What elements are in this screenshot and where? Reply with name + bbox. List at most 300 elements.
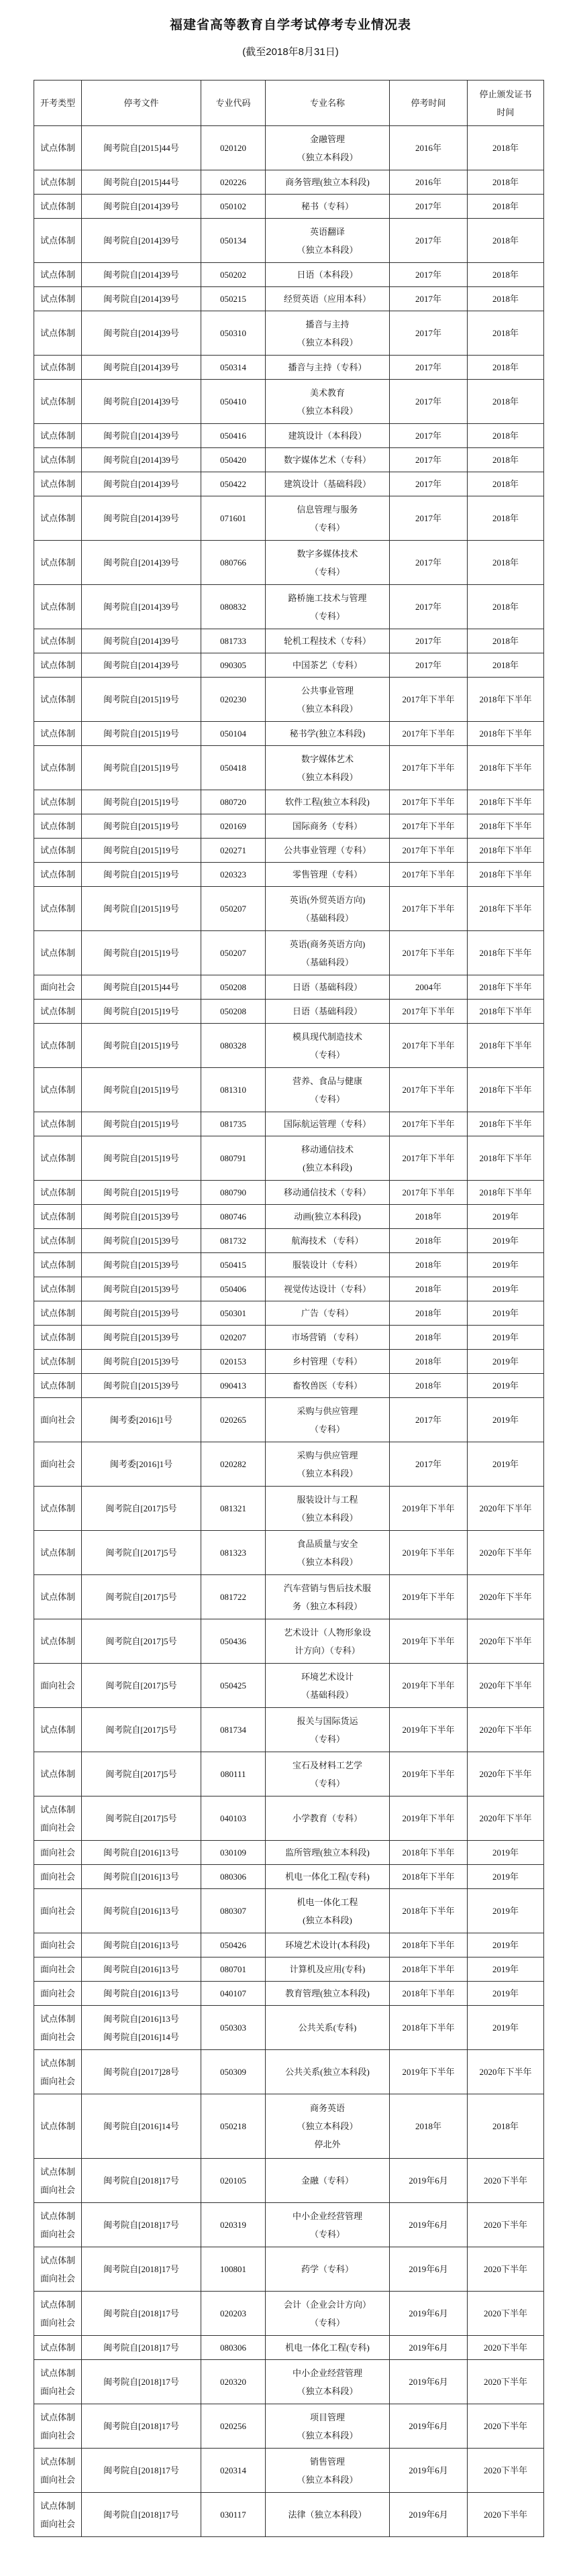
table-row [34, 170, 544, 195]
doc-cell: 闽考院自[2015]39号 [82, 1253, 201, 1277]
doc-cell: 闽考院自[2015]19号 [82, 722, 201, 746]
type-cell: 试点体制 [34, 1277, 82, 1301]
name-cell: 视觉传达设计（专科） [266, 1277, 390, 1301]
code-cell: 050207 [201, 887, 266, 931]
type-cell: 试点体制 [34, 472, 82, 496]
code-cell: 050406 [201, 1277, 266, 1301]
doc-cell: 闽考院自[2014]39号 [82, 195, 201, 219]
code-cell: 081321 [201, 1487, 266, 1531]
name-cell: 播音与主持（专科） [266, 356, 390, 380]
table-row [34, 1000, 544, 1024]
table-row [34, 814, 544, 839]
name-cell: 数字媒体艺术 （独立本科段） [266, 746, 390, 790]
stop-time-cell: 2017年下半年 [390, 678, 468, 722]
cert-time-cell: 2019年 [468, 1933, 544, 1957]
name-cell: 金融（专科） [266, 2159, 390, 2203]
type-cell: 试点体制 [34, 1181, 82, 1205]
type-cell: 试点体制 [34, 931, 82, 975]
code-cell: 081310 [201, 1068, 266, 1112]
cert-time-cell: 2018年 [468, 541, 544, 585]
doc-cell: 闽考院自[2015]19号 [82, 863, 201, 887]
stop-time-cell: 2016年 [390, 170, 468, 195]
cert-time-cell: 2018年 [468, 195, 544, 219]
code-cell: 080790 [201, 1181, 266, 1205]
code-cell: 050301 [201, 1301, 266, 1326]
doc-cell: 闽考院自[2015]19号 [82, 1181, 201, 1205]
type-cell: 试点体制 面向社会 [34, 2247, 82, 2292]
name-cell: 路桥施工技术与管理 （专科） [266, 585, 390, 629]
type-cell: 试点体制 [34, 1112, 82, 1136]
stop-time-cell: 2019年6月 [390, 2203, 468, 2247]
cert-time-cell: 2018年下半年 [468, 678, 544, 722]
table-row [34, 2203, 544, 2247]
name-cell: 机电一体化工程(专科) [266, 1865, 390, 1889]
name-cell: 中国茶艺（专科） [266, 653, 390, 678]
cert-time-cell: 2018年下半年 [468, 722, 544, 746]
stop-time-cell: 2017年 [390, 541, 468, 585]
type-cell: 试点体制 [34, 814, 82, 839]
type-cell: 面向社会 [34, 975, 82, 1000]
doc-cell: 闽考院自[2015]19号 [82, 790, 201, 814]
type-cell: 试点体制 [34, 1253, 82, 1277]
type-cell: 试点体制 面向社会 [34, 2360, 82, 2404]
stop-time-cell: 2017年 [390, 653, 468, 678]
code-cell: 020282 [201, 1442, 266, 1487]
table-row [34, 2006, 544, 2050]
type-cell: 面向社会 [34, 1957, 82, 1982]
table-row [34, 356, 544, 380]
table-row [34, 2404, 544, 2449]
stop-time-cell: 2017年 [390, 424, 468, 448]
cert-time-cell: 2018年 [468, 448, 544, 472]
stop-time-cell: 2017年 [390, 311, 468, 356]
type-cell: 试点体制 [34, 653, 82, 678]
type-cell: 试点体制 面向社会 [34, 2493, 82, 2537]
table-row [34, 2336, 544, 2360]
doc-cell: 闽考院自[2015]39号 [82, 1277, 201, 1301]
cert-time-cell: 2019年 [468, 1841, 544, 1865]
type-cell: 试点体制 [34, 1024, 82, 1068]
table-row [34, 2360, 544, 2404]
type-cell: 试点体制 [34, 2094, 82, 2159]
code-cell: 080832 [201, 585, 266, 629]
doc-cell: 闽考院自[2014]39号 [82, 219, 201, 263]
stop-time-cell: 2018年下半年 [390, 1865, 468, 1889]
cert-time-cell: 2018年下半年 [468, 863, 544, 887]
table-row [34, 448, 544, 472]
name-cell: 乡村管理（专科） [266, 1350, 390, 1374]
type-cell: 试点体制 [34, 839, 82, 863]
header-cell: 停考文件 [82, 80, 201, 126]
cert-time-cell: 2018年 [468, 287, 544, 311]
type-cell: 试点体制 [34, 1374, 82, 1398]
code-cell: 020120 [201, 126, 266, 170]
name-cell: 公共关系(独立本科段) [266, 2050, 390, 2094]
type-cell: 试点体制 [34, 1575, 82, 1619]
doc-cell: 闽考院自[2018]17号 [82, 2493, 201, 2537]
code-cell: 081735 [201, 1112, 266, 1136]
code-cell: 080766 [201, 541, 266, 585]
code-cell: 050202 [201, 263, 266, 287]
cert-time-cell: 2018年 [468, 585, 544, 629]
table-row [34, 585, 544, 629]
doc-cell: 闽考院自[2014]39号 [82, 380, 201, 424]
type-cell: 面向社会 [34, 1982, 82, 2006]
doc-cell: 闽考院自[2014]39号 [82, 653, 201, 678]
code-cell: 081722 [201, 1575, 266, 1619]
doc-cell: 闽考委[2016]1号 [82, 1398, 201, 1442]
doc-cell: 闽考院自[2017]5号 [82, 1487, 201, 1531]
stop-time-cell: 2017年 [390, 1398, 468, 1442]
code-cell: 050208 [201, 975, 266, 1000]
header-row [34, 80, 544, 126]
stop-time-cell: 2018年下半年 [390, 1933, 468, 1957]
stop-time-cell: 2018年 [390, 1374, 468, 1398]
type-cell: 试点体制 [34, 170, 82, 195]
code-cell: 020203 [201, 2292, 266, 2336]
name-cell: 商务英语 （独立本科段） 停北外 [266, 2094, 390, 2159]
doc-cell: 闽考院自[2018]17号 [82, 2292, 201, 2336]
name-cell: 金融管理 （独立本科段） [266, 126, 390, 170]
stop-time-cell: 2018年下半年 [390, 1982, 468, 2006]
table-row [34, 1374, 544, 1398]
table-row [34, 1301, 544, 1326]
doc-cell: 闽考院自[2018]17号 [82, 2360, 201, 2404]
doc-cell: 闽考院自[2015]39号 [82, 1326, 201, 1350]
code-cell: 090305 [201, 653, 266, 678]
table-row [34, 1068, 544, 1112]
doc-cell: 闽考院自[2014]39号 [82, 263, 201, 287]
table-row [34, 790, 544, 814]
type-cell: 试点体制 [34, 219, 82, 263]
code-cell: 020314 [201, 2449, 266, 2493]
code-cell: 071601 [201, 496, 266, 541]
cert-time-cell: 2019年 [468, 1350, 544, 1374]
name-cell: 商务管理(独立本科段) [266, 170, 390, 195]
stop-time-cell: 2004年 [390, 975, 468, 1000]
table-row [34, 746, 544, 790]
type-cell: 试点体制 [34, 629, 82, 653]
table-row [34, 1957, 544, 1982]
type-cell: 面向社会 [34, 1664, 82, 1708]
doc-cell: 闽考院自[2017]28号 [82, 2050, 201, 2094]
doc-cell: 闽考院自[2018]17号 [82, 2159, 201, 2203]
type-cell: 试点体制 [34, 1350, 82, 1374]
name-cell: 会计（企业会计方向） （专科） [266, 2292, 390, 2336]
cert-time-cell: 2019年 [468, 1982, 544, 2006]
table-row [34, 1253, 544, 1277]
name-cell: 监所管理(独立本科段) [266, 1841, 390, 1865]
doc-cell: 闽考院自[2014]39号 [82, 356, 201, 380]
code-cell: 050310 [201, 311, 266, 356]
type-cell: 试点体制 [34, 1487, 82, 1531]
table-row [34, 311, 544, 356]
stop-time-cell: 2018年 [390, 1253, 468, 1277]
cert-time-cell: 2018年下半年 [468, 746, 544, 790]
header-cell: 停考时间 [390, 80, 468, 126]
type-cell: 试点体制 面向社会 [34, 2006, 82, 2050]
code-cell: 050436 [201, 1619, 266, 1664]
code-cell: 020323 [201, 863, 266, 887]
cert-time-cell: 2019年 [468, 1253, 544, 1277]
type-cell: 面向社会 [34, 1398, 82, 1442]
type-cell: 试点体制 [34, 126, 82, 170]
table-row [34, 975, 544, 1000]
doc-cell: 闽考院自[2015]39号 [82, 1301, 201, 1326]
name-cell: 国际商务（专科） [266, 814, 390, 839]
name-cell: 数字多媒体技术 （专科） [266, 541, 390, 585]
table-row [34, 2247, 544, 2292]
cert-time-cell: 2020下半年 [468, 2404, 544, 2449]
cert-time-cell: 2020年下半年 [468, 1487, 544, 1531]
cert-time-cell: 2018年下半年 [468, 931, 544, 975]
code-cell: 050420 [201, 448, 266, 472]
stop-time-cell: 2017年 [390, 356, 468, 380]
stop-time-cell: 2017年 [390, 629, 468, 653]
doc-cell: 闽考院自[2015]19号 [82, 678, 201, 722]
name-cell: 服装设计与工程 （独立本科段） [266, 1487, 390, 1531]
code-cell: 050207 [201, 931, 266, 975]
name-cell: 教育管理(独立本科段) [266, 1982, 390, 2006]
doc-cell: 闽考院自[2014]39号 [82, 585, 201, 629]
table-row [34, 1531, 544, 1575]
name-cell: 零售管理（专科） [266, 863, 390, 887]
name-cell: 信息管理与服务 （专科） [266, 496, 390, 541]
code-cell: 050410 [201, 380, 266, 424]
name-cell: 秘书学(独立本科段) [266, 722, 390, 746]
code-cell: 080328 [201, 1024, 266, 1068]
cert-time-cell: 2018年 [468, 219, 544, 263]
stop-time-cell: 2018年 [390, 1350, 468, 1374]
table-row [34, 380, 544, 424]
cert-time-cell: 2020下半年 [468, 2247, 544, 2292]
name-cell: 日语（基础科段） [266, 1000, 390, 1024]
name-cell: 销售管理 （独立本科段） [266, 2449, 390, 2493]
stop-time-cell: 2019年6月 [390, 2159, 468, 2203]
type-cell: 试点体制 [34, 1000, 82, 1024]
stop-time-cell: 2018年 [390, 1205, 468, 1229]
name-cell: 英语翻译 （独立本科段） [266, 219, 390, 263]
stop-time-cell: 2018年 [390, 2094, 468, 2159]
code-cell: 050309 [201, 2050, 266, 2094]
cert-time-cell: 2018年 [468, 311, 544, 356]
name-cell: 服装设计（专科） [266, 1253, 390, 1277]
code-cell: 050415 [201, 1253, 266, 1277]
stop-time-cell: 2019年下半年 [390, 1664, 468, 1708]
stop-time-cell: 2017年下半年 [390, 1181, 468, 1205]
cert-time-cell: 2019年 [468, 1229, 544, 1253]
type-cell: 试点体制 [34, 1205, 82, 1229]
table-row [34, 1865, 544, 1889]
stop-time-cell: 2018年下半年 [390, 2006, 468, 2050]
cert-time-cell: 2018年 [468, 380, 544, 424]
name-cell: 机电一体化工程(专科) [266, 2336, 390, 2360]
table-row [34, 2159, 544, 2203]
doc-cell: 闽考院自[2016]13号 闽考院自[2016]14号 [82, 2006, 201, 2050]
code-cell: 050208 [201, 1000, 266, 1024]
stop-time-cell: 2017年下半年 [390, 1024, 468, 1068]
stop-time-cell: 2017年 [390, 496, 468, 541]
stop-time-cell: 2019年下半年 [390, 1752, 468, 1796]
table-row [34, 1619, 544, 1664]
doc-cell: 闽考院自[2017]5号 [82, 1531, 201, 1575]
name-cell: 环境艺术设计 （基础科段） [266, 1664, 390, 1708]
name-cell: 计算机及应用(专科) [266, 1957, 390, 1982]
table-row [34, 1708, 544, 1752]
table-row [34, 472, 544, 496]
table-row [34, 1181, 544, 1205]
stop-time-cell: 2016年 [390, 126, 468, 170]
stop-time-cell: 2017年下半年 [390, 722, 468, 746]
doc-cell: 闽考院自[2014]39号 [82, 424, 201, 448]
code-cell: 020105 [201, 2159, 266, 2203]
table-row [34, 1326, 544, 1350]
cert-time-cell: 2019年 [468, 1442, 544, 1487]
name-cell: 机电一体化工程 (独立本科段) [266, 1889, 390, 1933]
type-cell: 试点体制 [34, 746, 82, 790]
table-row [34, 863, 544, 887]
table-row [34, 1982, 544, 2006]
cert-time-cell: 2020年下半年 [468, 1708, 544, 1752]
table-row [34, 2050, 544, 2094]
name-cell: 动画(独立本科段) [266, 1205, 390, 1229]
cert-time-cell: 2018年 [468, 356, 544, 380]
code-cell: 040107 [201, 1982, 266, 2006]
doc-cell: 闽考院自[2016]13号 [82, 1841, 201, 1865]
code-cell: 020207 [201, 1326, 266, 1350]
cert-time-cell: 2018年下半年 [468, 1112, 544, 1136]
doc-cell: 闽考院自[2015]19号 [82, 1000, 201, 1024]
stop-time-cell: 2017年下半年 [390, 1112, 468, 1136]
name-cell: 汽车营销与售后技术服 务（独立本科段） [266, 1575, 390, 1619]
cert-time-cell: 2020下半年 [468, 2292, 544, 2336]
cert-time-cell: 2018年 [468, 170, 544, 195]
name-cell: 移动通信技术（专科） [266, 1181, 390, 1205]
stop-time-cell: 2019年6月 [390, 2360, 468, 2404]
cert-time-cell: 2020年下半年 [468, 1575, 544, 1619]
name-cell: 公共事业管理 （独立本科段） [266, 678, 390, 722]
code-cell: 080306 [201, 1865, 266, 1889]
cert-time-cell: 2018年 [468, 653, 544, 678]
stop-time-cell: 2019年6月 [390, 2336, 468, 2360]
name-cell: 日语（基础科段） [266, 975, 390, 1000]
table-row [34, 195, 544, 219]
doc-cell: 闽考院自[2015]44号 [82, 975, 201, 1000]
code-cell: 100801 [201, 2247, 266, 2292]
type-cell: 试点体制 面向社会 [34, 2449, 82, 2493]
name-cell: 数字媒体艺术（专科） [266, 448, 390, 472]
doc-cell: 闽考院自[2017]5号 [82, 1575, 201, 1619]
cert-time-cell: 2018年 [468, 424, 544, 448]
name-cell: 法律（独立本科段） [266, 2493, 390, 2537]
cert-time-cell: 2019年 [468, 1398, 544, 1442]
doc-cell: 闽考院自[2015]44号 [82, 170, 201, 195]
doc-cell: 闽考院自[2016]13号 [82, 1889, 201, 1933]
name-cell: 畜牧兽医（专科） [266, 1374, 390, 1398]
table-row [34, 1350, 544, 1374]
doc-cell: 闽考院自[2015]19号 [82, 839, 201, 863]
stop-time-cell: 2017年下半年 [390, 839, 468, 863]
doc-cell: 闽考院自[2015]19号 [82, 814, 201, 839]
doc-cell: 闽考院自[2017]5号 [82, 1796, 201, 1841]
stop-time-cell: 2018年 [390, 1229, 468, 1253]
doc-cell: 闽考院自[2015]39号 [82, 1350, 201, 1374]
stop-time-cell: 2019年下半年 [390, 2050, 468, 2094]
type-cell: 试点体制 [34, 1136, 82, 1181]
cert-time-cell: 2020年下半年 [468, 1796, 544, 1841]
table-row [34, 1575, 544, 1619]
stop-time-cell: 2019年下半年 [390, 1619, 468, 1664]
doc-cell: 闽考院自[2015]39号 [82, 1205, 201, 1229]
name-cell: 建筑设计（本科段） [266, 424, 390, 448]
stop-time-cell: 2017年 [390, 380, 468, 424]
type-cell: 试点体制 面向社会 [34, 2292, 82, 2336]
type-cell: 试点体制 [34, 863, 82, 887]
type-cell: 面向社会 [34, 1841, 82, 1865]
cert-time-cell: 2018年下半年 [468, 839, 544, 863]
doc-cell: 闽考院自[2017]5号 [82, 1708, 201, 1752]
name-cell: 航海技术 （专科） [266, 1229, 390, 1253]
name-cell: 模具现代制造技术 （专科） [266, 1024, 390, 1068]
page-title: 福建省高等教育自学考试停考专业情况表 [169, 18, 411, 32]
doc-cell: 闽考院自[2017]5号 [82, 1664, 201, 1708]
name-cell: 药学（专科） [266, 2247, 390, 2292]
cert-time-cell: 2018年下半年 [468, 814, 544, 839]
type-cell: 试点体制 [34, 1752, 82, 1796]
code-cell: 020169 [201, 814, 266, 839]
code-cell: 050314 [201, 356, 266, 380]
type-cell: 试点体制 [34, 1301, 82, 1326]
code-cell: 050134 [201, 219, 266, 263]
stop-time-cell: 2019年6月 [390, 2449, 468, 2493]
type-cell: 试点体制 [34, 2336, 82, 2360]
doc-cell: 闽考院自[2014]39号 [82, 448, 201, 472]
cert-time-cell: 2018年下半年 [468, 1181, 544, 1205]
cert-time-cell: 2018年 [468, 496, 544, 541]
cert-time-cell: 2018年 [468, 2094, 544, 2159]
cert-time-cell: 2018年下半年 [468, 1000, 544, 1024]
code-cell: 030117 [201, 2493, 266, 2537]
code-cell: 081733 [201, 629, 266, 653]
type-cell: 面向社会 [34, 1889, 82, 1933]
stop-time-cell: 2017年 [390, 585, 468, 629]
doc-cell: 闽考院自[2015]19号 [82, 746, 201, 790]
cert-time-cell: 2018年 [468, 263, 544, 287]
cert-time-cell: 2019年 [468, 1374, 544, 1398]
stop-time-cell: 2019年下半年 [390, 1575, 468, 1619]
cert-time-cell: 2020下半年 [468, 2449, 544, 2493]
code-cell: 020271 [201, 839, 266, 863]
doc-cell: 闽考院自[2015]19号 [82, 1024, 201, 1068]
cert-time-cell: 2019年 [468, 1889, 544, 1933]
name-cell: 英语(外贸英语方向) （基础科段） [266, 887, 390, 931]
type-cell: 试点体制 [34, 287, 82, 311]
stop-time-cell: 2017年下半年 [390, 1068, 468, 1112]
table-row [34, 931, 544, 975]
table-row [34, 1442, 544, 1487]
name-cell: 英语(商务英语方向) （基础科段） [266, 931, 390, 975]
code-cell: 080791 [201, 1136, 266, 1181]
type-cell: 试点体制 [34, 790, 82, 814]
type-cell: 试点体制 [34, 1229, 82, 1253]
doc-cell: 闽考院自[2015]19号 [82, 931, 201, 975]
code-cell: 050416 [201, 424, 266, 448]
code-cell: 050218 [201, 2094, 266, 2159]
stop-time-cell: 2017年下半年 [390, 1000, 468, 1024]
stop-time-cell: 2019年6月 [390, 2493, 468, 2537]
table-row [34, 1487, 544, 1531]
type-cell: 试点体制 [34, 195, 82, 219]
